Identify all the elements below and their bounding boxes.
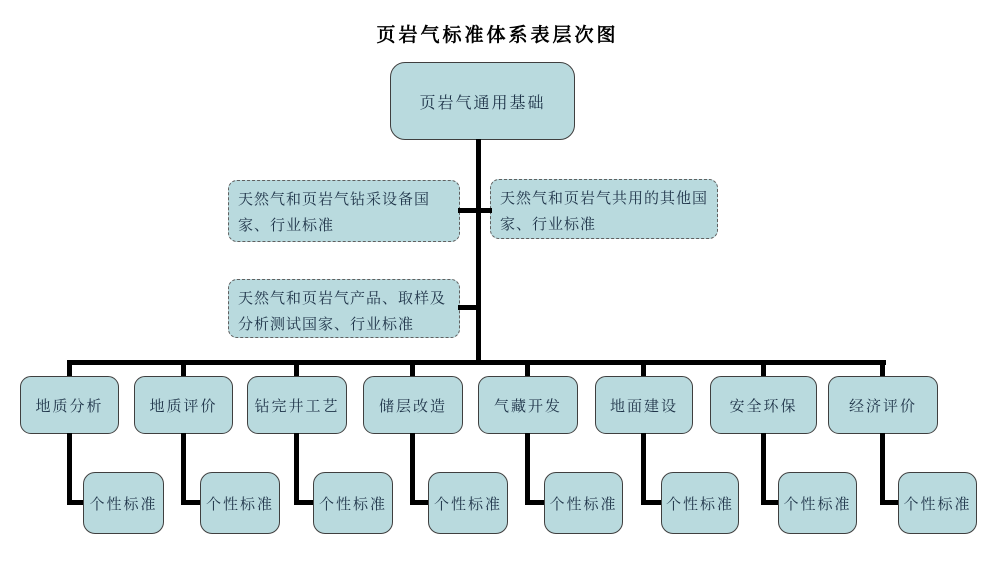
node-safety-environment: 安全环保 [710, 376, 817, 434]
branch-drop-5 [525, 433, 530, 505]
node-individual-standard-7: 个性标准 [778, 472, 857, 534]
node-surface-construction: 地面建设 [595, 376, 693, 434]
branch-stub-2 [181, 360, 186, 377]
node-economic-evaluation: 经济评价 [828, 376, 938, 434]
node-equipment-standards: 天然气和页岩气钻采设备国家、行业标准 [228, 180, 460, 242]
branch-drop-1 [67, 433, 72, 505]
branch-elbow-5 [525, 500, 544, 505]
branch-elbow-2 [181, 500, 200, 505]
branch-drop-6 [641, 433, 646, 505]
branch-stub-1 [67, 360, 72, 377]
node-root: 页岩气通用基础 [390, 62, 575, 140]
branch-drop-3 [294, 433, 299, 505]
branch-drop-4 [410, 433, 415, 505]
branch-stub-4 [410, 360, 415, 377]
branch-elbow-1 [67, 500, 83, 505]
node-gas-reservoir-development: 气藏开发 [478, 376, 578, 434]
connector-shared-standards [479, 208, 492, 213]
diagram-title: 页岩气标准体系表层次图 [376, 25, 619, 46]
branch-drop-2 [181, 433, 186, 505]
node-drilling-completion: 钻完井工艺 [247, 376, 347, 434]
connector-equipment-standards [458, 208, 478, 213]
branch-stub-3 [294, 360, 299, 377]
branch-elbow-6 [641, 500, 661, 505]
node-geological-analysis: 地质分析 [20, 376, 119, 434]
node-individual-standard-5: 个性标准 [544, 472, 623, 534]
connector-trunk [476, 139, 481, 365]
branch-stub-8 [880, 360, 885, 377]
branch-elbow-4 [410, 500, 428, 505]
node-reservoir-stimulation: 储层改造 [363, 376, 463, 434]
branch-drop-7 [761, 433, 766, 505]
node-shared-standards: 天然气和页岩气共用的其他国家、行业标准 [490, 179, 718, 239]
node-individual-standard-8: 个性标准 [898, 472, 977, 534]
node-individual-standard-1: 个性标准 [83, 472, 164, 534]
node-individual-standard-2: 个性标准 [200, 472, 280, 534]
branch-elbow-8 [880, 500, 898, 505]
branch-elbow-3 [294, 500, 313, 505]
node-individual-standard-4: 个性标准 [428, 472, 508, 534]
branch-elbow-7 [761, 500, 778, 505]
node-individual-standard-3: 个性标准 [313, 472, 393, 534]
node-individual-standard-6: 个性标准 [661, 472, 739, 534]
branch-stub-6 [641, 360, 646, 377]
node-geological-evaluation: 地质评价 [134, 376, 233, 434]
branch-stub-7 [761, 360, 766, 377]
branch-drop-8 [880, 433, 885, 505]
branch-stub-5 [525, 360, 530, 377]
connector-product-sampling-standards [458, 305, 478, 310]
node-product-sampling-standards: 天然气和页岩气产品、取样及分析测试国家、行业标准 [228, 279, 460, 338]
